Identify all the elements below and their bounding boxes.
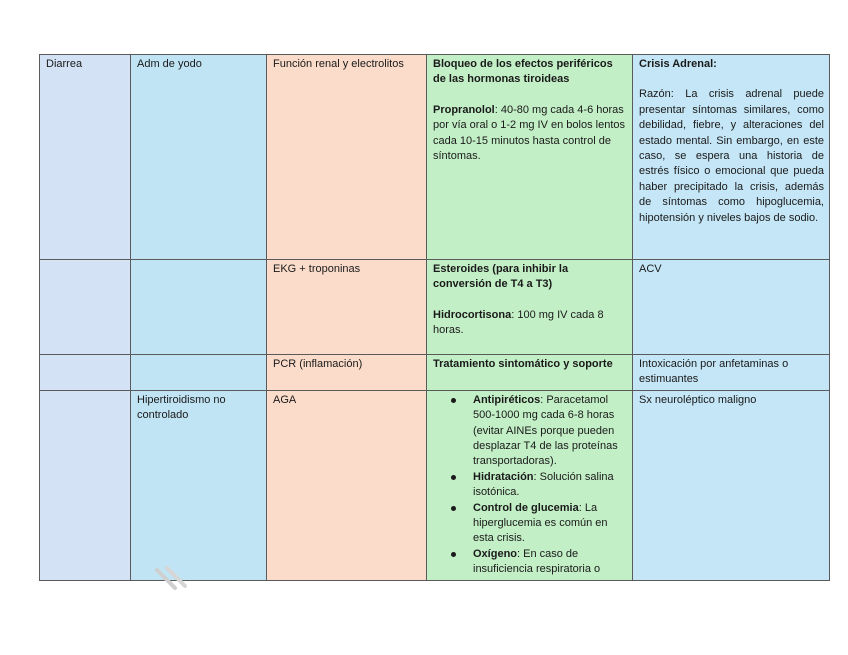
cell-text: Intoxicación por anfetaminas o estimuantes: [639, 358, 789, 386]
table-row: [40, 355, 830, 391]
table-row: [40, 55, 830, 260]
table-cell: [427, 55, 633, 260]
table-cell: [427, 390, 633, 580]
cell-text: EKG + troponinas: [273, 263, 361, 275]
drug-name: Hidrocortisona: [433, 308, 512, 321]
list-term: Hidratación: [473, 470, 534, 483]
paragraph-gap: [433, 88, 627, 103]
table-cell: [40, 260, 131, 355]
list-text: : En caso de insuficiencia respiratoria o: [473, 547, 601, 576]
list-text: : La hiperglucemia es común en esta crisis.: [473, 501, 608, 545]
treatment-heading: Tratamiento sintomático y soporte: [433, 358, 613, 370]
cell-text: Adm de yodo: [137, 58, 202, 70]
paragraph-gap: [433, 293, 627, 308]
treatment-text: [433, 103, 627, 165]
list-item: [473, 393, 627, 470]
table-cell: [267, 355, 427, 391]
list-item: [473, 501, 627, 547]
treatment-heading: Bloqueo de los efectos periféricos de las hormonas tiroideas: [433, 58, 613, 86]
differential-heading: Crisis Adrenal:: [639, 58, 717, 70]
table-cell: [131, 355, 267, 391]
cell-text: Sx neuroléptico maligno: [639, 393, 757, 406]
table-cell: [267, 260, 427, 355]
cell-text: AGA: [273, 393, 297, 406]
treatment-list: [433, 393, 627, 578]
list-term: Oxígeno: [473, 547, 518, 560]
list-text: : Paracetamol 500-1000 mg cada 6-8 horas (evitar AINEs porque pueden desplazar T4 de las proteínas transportadoras).: [473, 393, 618, 468]
table-row: [40, 260, 830, 355]
watermark-fragment: [155, 566, 203, 602]
list-term: Control de glucemia: [473, 501, 579, 514]
list-text: : Solución salina isotónica.: [473, 470, 614, 499]
table-cell: [40, 55, 131, 260]
table-cell: [633, 355, 830, 391]
cell-text: Diarrea: [46, 58, 83, 70]
differential-table: [39, 54, 830, 581]
drug-dose: : 100 mg IV cada 8 horas.: [433, 308, 604, 337]
list-term: Antipiréticos: [473, 393, 541, 406]
table-cell: [633, 55, 830, 260]
paragraph-gap: [639, 72, 824, 87]
table-cell: [267, 390, 427, 580]
table-cell: [131, 390, 267, 580]
treatment-heading: Esteroides (para inhibir la conversión de T4 a T3): [433, 263, 569, 291]
table-cell: [633, 260, 830, 355]
table-cell: [40, 355, 131, 391]
drug-name: Propranolol: [433, 103, 495, 116]
list-item: [473, 470, 627, 501]
table-cell: [427, 260, 633, 355]
list-item: [473, 547, 627, 578]
table-cell: [633, 390, 830, 580]
table-cell: [131, 55, 267, 260]
cell-text: Hipertiroidismo no controlado: [137, 393, 226, 422]
table-cell: [427, 355, 633, 391]
table-row: [40, 390, 830, 580]
table-cell: [131, 260, 267, 355]
cell-text: PCR (inflamación): [273, 358, 363, 370]
table-cell: [40, 390, 131, 580]
differential-text: Razón: La crisis adrenal puede presentar síntomas similares, como debilidad, fiebre, y alteraciones del estado mental. Sin embargo, en este caso, se espera una historia de estrés físico o emocional que pueda haber precipitado la crisis, además de síntomas como hipoglucemia, hipotensión y niveles bajos de sodio.: [639, 88, 824, 224]
cell-text: Función renal y electrolitos: [273, 58, 404, 70]
cell-text: ACV: [639, 263, 662, 275]
drug-dose: : 40-80 mg cada 4-6 horas por vía oral o 1-2 mg IV en bolos lentos cada 10-15 minutos hasta control de síntomas.: [433, 103, 625, 163]
table-cell: [267, 55, 427, 260]
treatment-text: [433, 308, 627, 339]
